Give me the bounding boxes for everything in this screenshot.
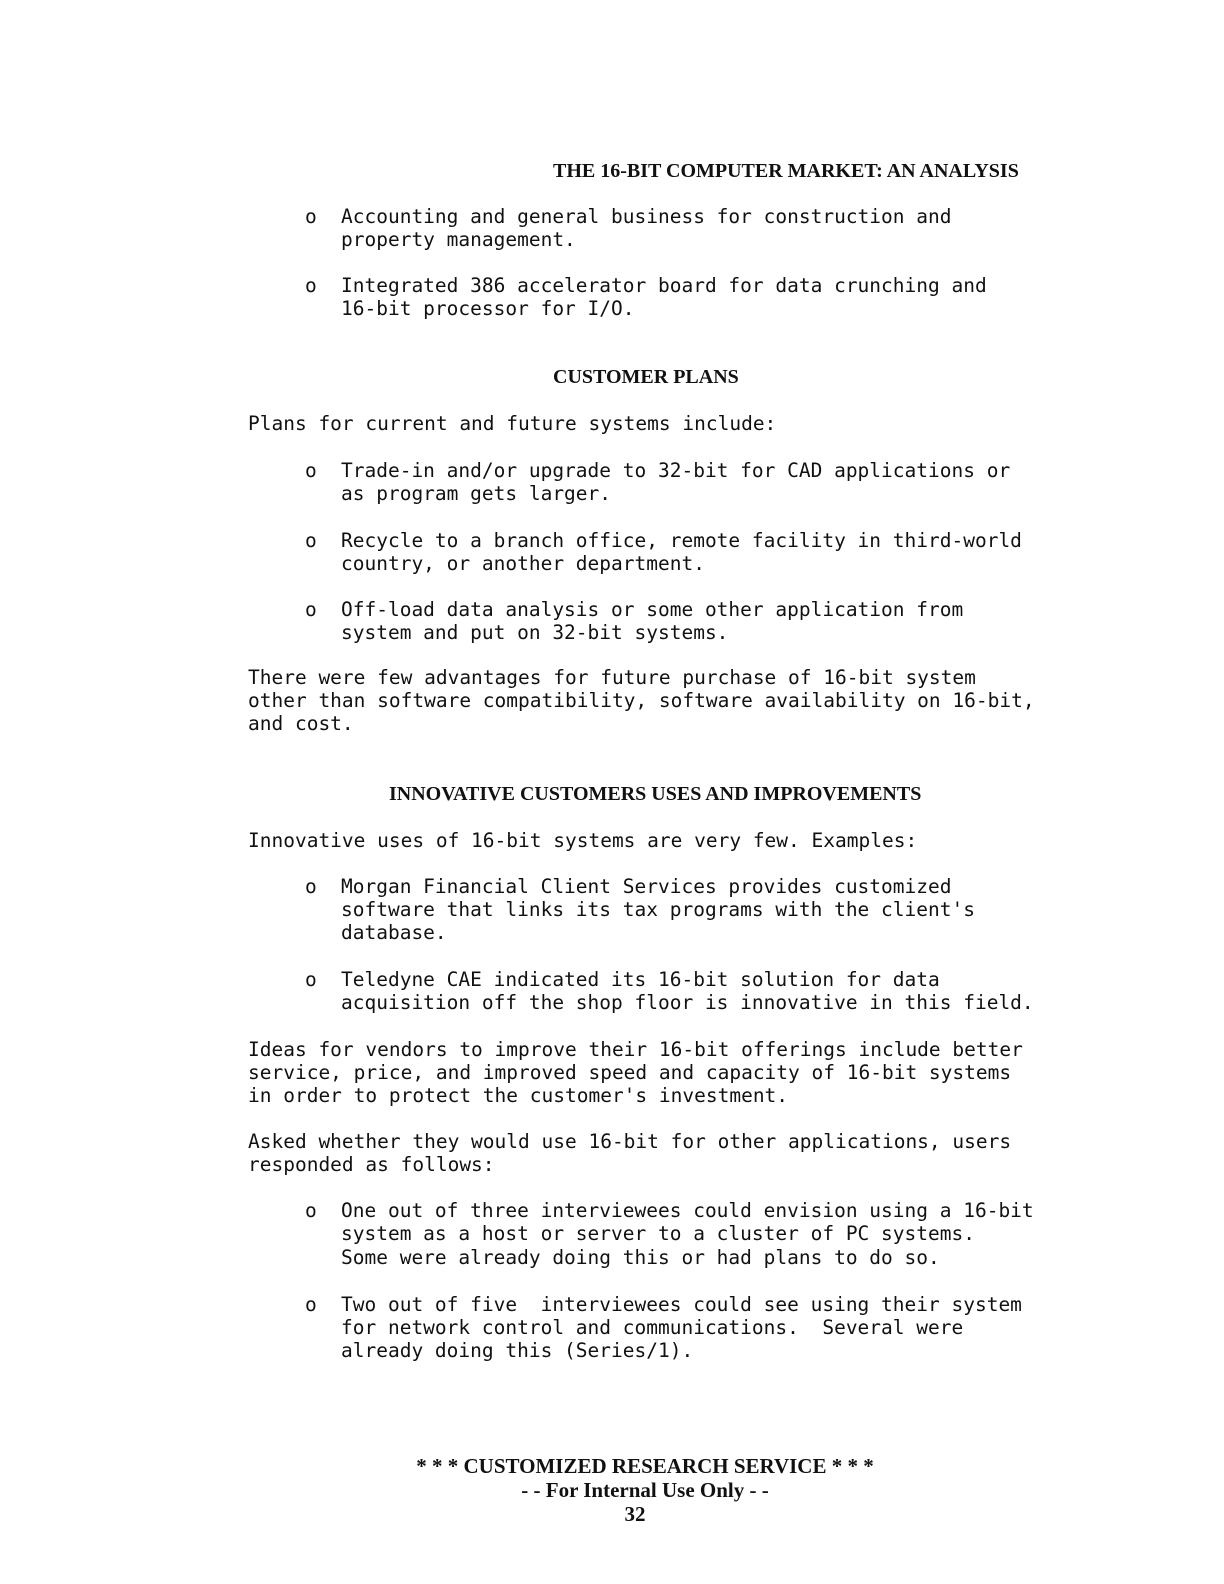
section-heading-innovative: INNOVATIVE CUSTOMERS USES AND IMPROVEMENTS <box>389 783 922 805</box>
bullet-line: database. <box>341 921 447 944</box>
page-number: 32 <box>624 1502 646 1526</box>
bullet-line: 16-bit processor for I/O. <box>341 297 635 320</box>
bullet-line: Morgan Financial Client Services provides customized <box>341 875 952 898</box>
bullet-line: property management. <box>341 228 576 251</box>
page-header-title: THE 16-BIT COMPUTER MARKET: AN ANALYSIS <box>553 160 1019 182</box>
paragraph-line: responded as follows: <box>248 1153 495 1176</box>
bullet-line: for network control and communications. Several were <box>341 1316 964 1339</box>
bullet-line: Integrated 386 accelerator board for data crunching and <box>341 274 987 297</box>
bullet-line: software that links its tax programs with the client's <box>341 898 975 921</box>
bullet-line: as program gets larger. <box>341 482 612 505</box>
paragraph-line: Asked whether they would use 16-bit for other applications, users <box>248 1130 1012 1153</box>
bullet-line: country, or another department. <box>341 552 705 575</box>
paragraph-line: service, price, and improved speed and capacity of 16-bit systems <box>248 1061 1012 1084</box>
bullet-marker: o <box>305 1293 317 1316</box>
paragraph-intro: Innovative uses of 16-bit systems are very few. Examples: <box>248 829 918 852</box>
paragraph-line: other than software compatibility, software availability on 16-bit, <box>248 689 1035 712</box>
bullet-line: system and put on 32-bit systems. <box>341 621 729 644</box>
bullet-line: Trade-in and/or upgrade to 32-bit for CAD applications or <box>341 459 1011 482</box>
paragraph-line: There were few advantages for future purchase of 16-bit system <box>248 666 976 689</box>
bullet-marker: o <box>305 459 317 482</box>
bullet-line: Some were already doing this or had plans to do so. <box>341 1246 940 1269</box>
bullet-marker: o <box>305 1199 317 1222</box>
footer-internal-use-line: - - For Internal Use Only - - <box>521 1478 769 1502</box>
bullet-marker: o <box>305 205 317 228</box>
bullet-marker: o <box>305 968 317 991</box>
bullet-line: Off-load data analysis or some other application from <box>341 598 964 621</box>
bullet-line: Teledyne CAE indicated its 16-bit solution for data <box>341 968 940 991</box>
section-heading-customer-plans: CUSTOMER PLANS <box>553 366 739 388</box>
bullet-line: Recycle to a branch office, remote facility in third-world <box>341 529 1022 552</box>
bullet-marker: o <box>305 875 317 898</box>
bullet-line: Two out of five interviewees could see using their system <box>341 1293 1022 1316</box>
footer-service-line: * * * CUSTOMIZED RESEARCH SERVICE * * * <box>416 1454 874 1478</box>
bullet-line: already doing this (Series/1). <box>341 1339 694 1362</box>
paragraph-intro: Plans for current and future systems include: <box>248 412 777 435</box>
paragraph-line: in order to protect the customer's investment. <box>248 1084 789 1107</box>
paragraph-line: Ideas for vendors to improve their 16-bit offerings include better <box>248 1038 1023 1061</box>
bullet-line: One out of three interviewees could envision using a 16-bit <box>341 1199 1034 1222</box>
bullet-marker: o <box>305 529 317 552</box>
paragraph-line: and cost. <box>248 712 354 735</box>
bullet-marker: o <box>305 274 317 297</box>
bullet-marker: o <box>305 598 317 621</box>
bullet-line: system as a host or server to a cluster of PC systems. <box>341 1222 975 1245</box>
bullet-line: Accounting and general business for construction and <box>341 205 952 228</box>
bullet-line: acquisition off the shop floor is innovative in this field. <box>341 991 1034 1014</box>
